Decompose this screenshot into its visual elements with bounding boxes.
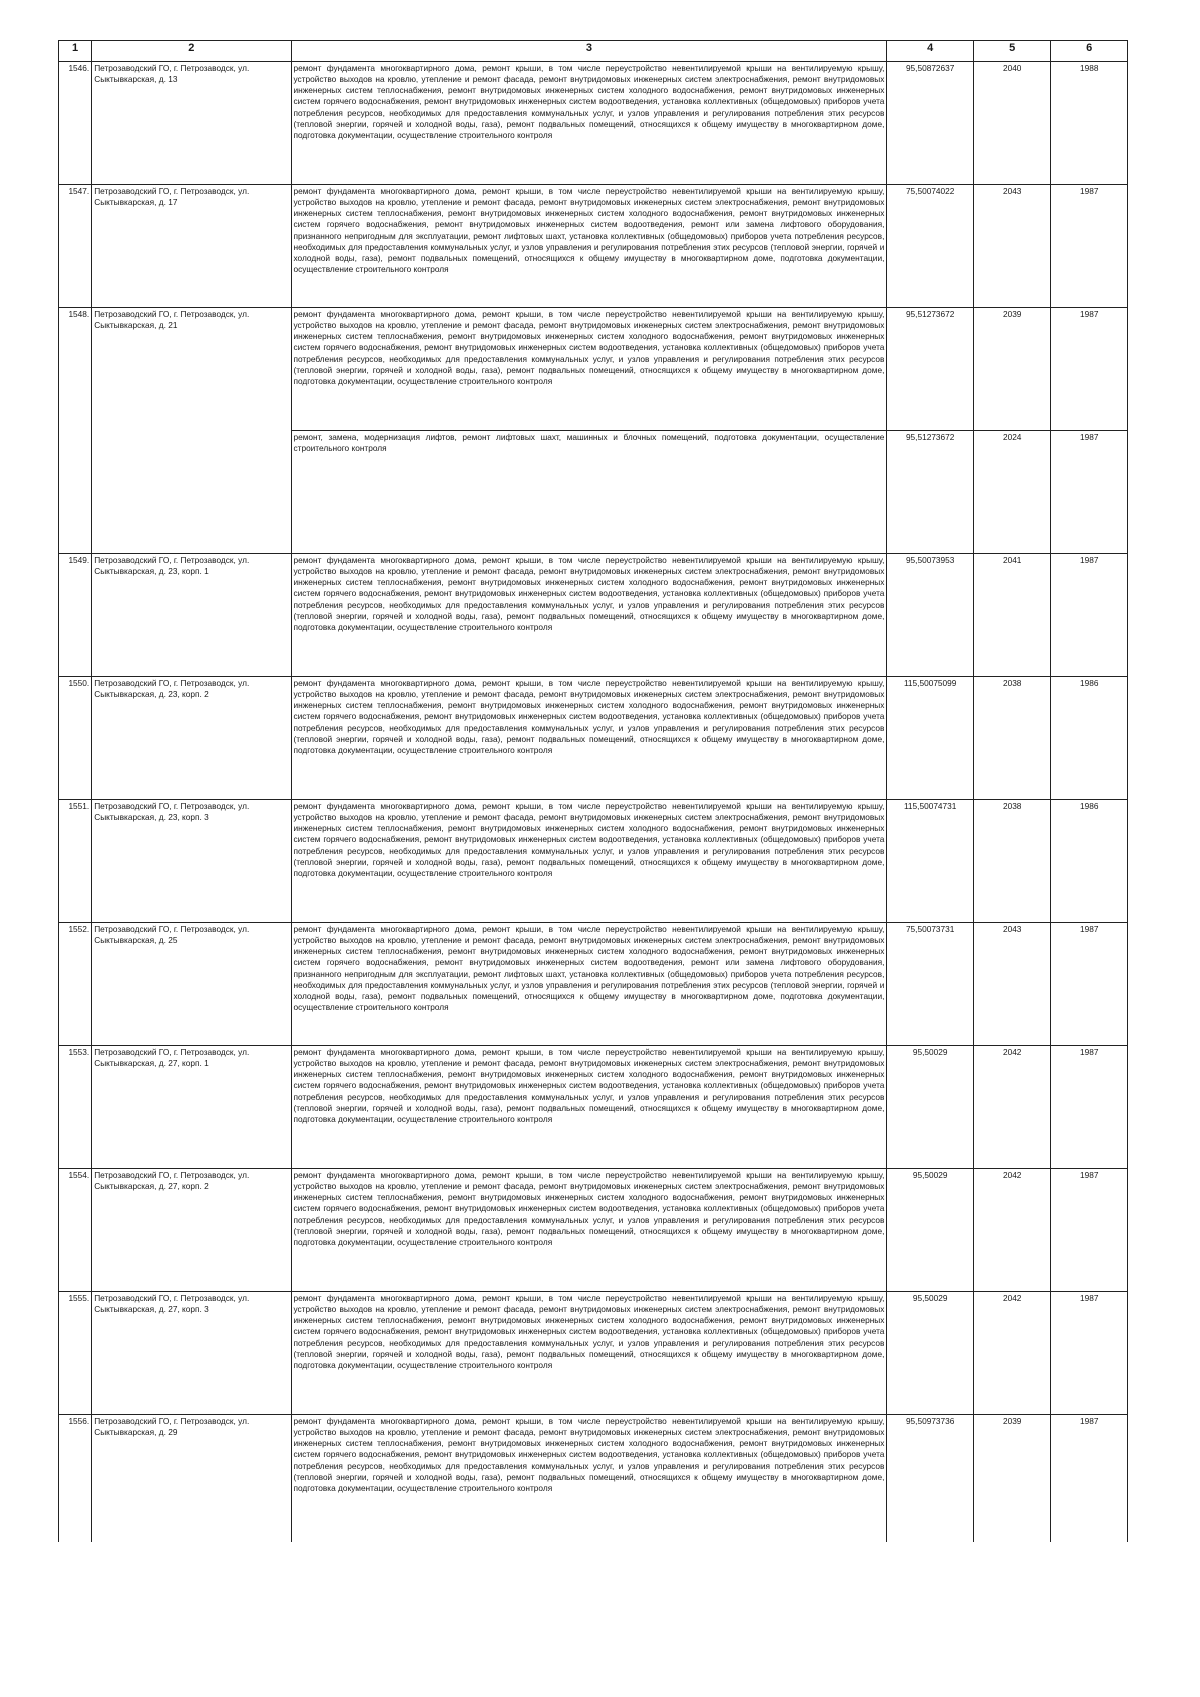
table-row (59, 62, 1128, 185)
built-year-cell: 1987 (1051, 1415, 1128, 1542)
table-row (59, 308, 1128, 431)
address-cell: Петрозаводский ГО, г. Петрозаводск, ул. Сыктывкарская, д. 27, корп. 1 (92, 1046, 291, 1169)
works-cell: ремонт фундамента многоквартирного дома, ремонт крыши, в том числе переустройство невентилируемой крыши на вентилируемую крышу, устройство выходов на кровлю, утепление и ремонт фасада, ремонт внутридомовых инженерных систем электроснабжения, ремонт внутридомовых инженерных систем теплоснабжения, ремонт внутридомовых инженерных систем холодного водоснабжения, ремонт внутридомовых инженерных систем горячего водоснабжения, ремонт внутридомовых инженерных систем водоотведения, установка коллективных (общедомовых) приборов учета потребления ресурсов, необходимых для предоставления коммунальных услуг, и узлов управления и регулирования потребления этих ресурсов (тепловой энергии, горячей и холодной воды, газа), ремонт подвальных помещений, относящихся к общему имуществу в многоквартирном доме, подготовка документации, осуществление строительного контроля (291, 1169, 887, 1292)
works-cell: ремонт, замена, модернизация лифтов, ремонт лифтовых шахт, машинных и блочных помещений, подготовка документации, осуществление строительного контроля (291, 431, 887, 554)
address-cell: Петрозаводский ГО, г. Петрозаводск, ул. Сыктывкарская, д. 25 (92, 923, 291, 1046)
col-header-6: 6 (1051, 41, 1128, 62)
value-cell: 95,50029 (887, 1046, 974, 1169)
value-cell: 95,50872637 (887, 62, 974, 185)
built-year-cell: 1987 (1051, 1292, 1128, 1415)
planned-year-cell: 2039 (973, 308, 1051, 431)
works-cell: ремонт фундамента многоквартирного дома, ремонт крыши, в том числе переустройство невентилируемой крыши на вентилируемую крышу, устройство выходов на кровлю, утепление и ремонт фасада, ремонт внутридомовых инженерных систем электроснабжения, ремонт внутридомовых инженерных систем теплоснабжения, ремонт внутридомовых инженерных систем холодного водоснабжения, ремонт внутридомовых инженерных систем горячего водоснабжения, ремонт внутридомовых инженерных систем водоотведения, ремонт или замена лифтового оборудования, признанного непригодным для эксплуатации, ремонт лифтовых шахт, установка коллективных (общедомовых) приборов учета потребления ресурсов, необходимых для предоставления коммунальных услуг, и узлов управления и регулирования потребления этих ресурсов (тепловой энергии, горячей и холодной воды, газа), ремонт подвальных помещений, относящихся к общему имуществу в многоквартирном доме, подготовка документации, осуществление строительного контроля (291, 923, 887, 1046)
built-year-cell: 1987 (1051, 1169, 1128, 1292)
address-cell: Петрозаводский ГО, г. Петрозаводск, ул. Сыктывкарская, д. 21 (92, 308, 291, 554)
address-cell: Петрозаводский ГО, г. Петрозаводск, ул. Сыктывкарская, д. 29 (92, 1415, 291, 1542)
planned-year-cell: 2038 (973, 800, 1051, 923)
built-year-cell: 1988 (1051, 62, 1128, 185)
built-year-cell: 1987 (1051, 1046, 1128, 1169)
row-number: 1549. (59, 554, 92, 677)
works-cell: ремонт фундамента многоквартирного дома, ремонт крыши, в том числе переустройство невентилируемой крыши на вентилируемую крышу, устройство выходов на кровлю, утепление и ремонт фасада, ремонт внутридомовых инженерных систем электроснабжения, ремонт внутридомовых инженерных систем теплоснабжения, ремонт внутридомовых инженерных систем холодного водоснабжения, ремонт внутридомовых инженерных систем горячего водоснабжения, ремонт внутридомовых инженерных систем водоотведения, ремонт или замена лифтового оборудования, признанного непригодным для эксплуатации, ремонт лифтовых шахт, установка коллективных (общедомовых) приборов учета потребления ресурсов, необходимых для предоставления коммунальных услуг, и узлов управления и регулирования потребления этих ресурсов (тепловой энергии, горячей и холодной воды, газа), ремонт подвальных помещений, относящихся к общему имуществу в многоквартирном доме, подготовка документации, осуществление строительного контроля (291, 185, 887, 308)
value-cell: 95,50073953 (887, 554, 974, 677)
value-cell: 115,50075099 (887, 677, 974, 800)
table-row (59, 554, 1128, 677)
value-cell: 95,51273672 (887, 308, 974, 431)
row-number: 1547. (59, 185, 92, 308)
row-number: 1554. (59, 1169, 92, 1292)
value-cell: 75,50074022 (887, 185, 974, 308)
planned-year-cell: 2040 (973, 62, 1051, 185)
value-cell: 95,50029 (887, 1292, 974, 1415)
row-number: 1553. (59, 1046, 92, 1169)
table-row (59, 1169, 1128, 1292)
built-year-cell: 1986 (1051, 677, 1128, 800)
value-cell: 95,51273672 (887, 431, 974, 554)
works-cell: ремонт фундамента многоквартирного дома, ремонт крыши, в том числе переустройство невентилируемой крыши на вентилируемую крышу, устройство выходов на кровлю, утепление и ремонт фасада, ремонт внутридомовых инженерных систем электроснабжения, ремонт внутридомовых инженерных систем теплоснабжения, ремонт внутридомовых инженерных систем холодного водоснабжения, ремонт внутридомовых инженерных систем горячего водоснабжения, ремонт внутридомовых инженерных систем водоотведения, установка коллективных (общедомовых) приборов учета потребления ресурсов, необходимых для предоставления коммунальных услуг, и узлов управления и регулирования потребления этих ресурсов (тепловой энергии, горячей и холодной воды, газа), ремонт подвальных помещений, относящихся к общему имуществу в многоквартирном доме, подготовка документации, осуществление строительного контроля (291, 677, 887, 800)
works-cell: ремонт фундамента многоквартирного дома, ремонт крыши, в том числе переустройство невентилируемой крыши на вентилируемую крышу, устройство выходов на кровлю, утепление и ремонт фасада, ремонт внутридомовых инженерных систем электроснабжения, ремонт внутридомовых инженерных систем теплоснабжения, ремонт внутридомовых инженерных систем холодного водоснабжения, ремонт внутридомовых инженерных систем горячего водоснабжения, ремонт внутридомовых инженерных систем водоотведения, установка коллективных (общедомовых) приборов учета потребления ресурсов, необходимых для предоставления коммунальных услуг, и узлов управления и регулирования потребления этих ресурсов (тепловой энергии, горячей и холодной воды, газа), ремонт подвальных помещений, относящихся к общему имуществу в многоквартирном доме, подготовка документации, осуществление строительного контроля (291, 800, 887, 923)
works-cell: ремонт фундамента многоквартирного дома, ремонт крыши, в том числе переустройство невентилируемой крыши на вентилируемую крышу, устройство выходов на кровлю, утепление и ремонт фасада, ремонт внутридомовых инженерных систем электроснабжения, ремонт внутридомовых инженерных систем теплоснабжения, ремонт внутридомовых инженерных систем холодного водоснабжения, ремонт внутридомовых инженерных систем горячего водоснабжения, ремонт внутридомовых инженерных систем водоотведения, установка коллективных (общедомовых) приборов учета потребления ресурсов, необходимых для предоставления коммунальных услуг, и узлов управления и регулирования потребления этих ресурсов (тепловой энергии, горячей и холодной воды, газа), ремонт подвальных помещений, относящихся к общему имуществу в многоквартирном доме, подготовка документации, осуществление строительного контроля (291, 1046, 887, 1169)
built-year-cell: 1986 (1051, 800, 1128, 923)
table-row (59, 800, 1128, 923)
address-cell: Петрозаводский ГО, г. Петрозаводск, ул. Сыктывкарская, д. 23, корп. 2 (92, 677, 291, 800)
works-cell: ремонт фундамента многоквартирного дома, ремонт крыши, в том числе переустройство невентилируемой крыши на вентилируемую крышу, устройство выходов на кровлю, утепление и ремонт фасада, ремонт внутридомовых инженерных систем электроснабжения, ремонт внутридомовых инженерных систем теплоснабжения, ремонт внутридомовых инженерных систем холодного водоснабжения, ремонт внутридомовых инженерных систем горячего водоснабжения, ремонт внутридомовых инженерных систем водоотведения, установка коллективных (общедомовых) приборов учета потребления ресурсов, необходимых для предоставления коммунальных услуг, и узлов управления и регулирования потребления этих ресурсов (тепловой энергии, горячей и холодной воды, газа), ремонт подвальных помещений, относящихся к общему имуществу в многоквартирном доме, подготовка документации, осуществление строительного контроля (291, 554, 887, 677)
row-number: 1552. (59, 923, 92, 1046)
row-number: 1548. (59, 308, 92, 554)
value-cell: 115,50074731 (887, 800, 974, 923)
value-cell: 75,50073731 (887, 923, 974, 1046)
built-year-cell: 1987 (1051, 923, 1128, 1046)
planned-year-cell: 2039 (973, 1415, 1051, 1542)
col-header-3: 3 (291, 41, 887, 62)
col-header-5: 5 (973, 41, 1051, 62)
table-row (59, 923, 1128, 1046)
built-year-cell: 1987 (1051, 554, 1128, 677)
table-row (59, 1046, 1128, 1169)
works-cell: ремонт фундамента многоквартирного дома, ремонт крыши, в том числе переустройство невентилируемой крыши на вентилируемую крышу, устройство выходов на кровлю, утепление и ремонт фасада, ремонт внутридомовых инженерных систем электроснабжения, ремонт внутридомовых инженерных систем теплоснабжения, ремонт внутридомовых инженерных систем холодного водоснабжения, ремонт внутридомовых инженерных систем горячего водоснабжения, ремонт внутридомовых инженерных систем водоотведения, установка коллективных (общедомовых) приборов учета потребления ресурсов, необходимых для предоставления коммунальных услуг, и узлов управления и регулирования потребления этих ресурсов (тепловой энергии, горячей и холодной воды, газа), ремонт подвальных помещений, относящихся к общему имуществу в многоквартирном доме, подготовка документации, осуществление строительного контроля (291, 1292, 887, 1415)
works-cell: ремонт фундамента многоквартирного дома, ремонт крыши, в том числе переустройство невентилируемой крыши на вентилируемую крышу, устройство выходов на кровлю, утепление и ремонт фасада, ремонт внутридомовых инженерных систем электроснабжения, ремонт внутридомовых инженерных систем теплоснабжения, ремонт внутридомовых инженерных систем холодного водоснабжения, ремонт внутридомовых инженерных систем горячего водоснабжения, ремонт внутридомовых инженерных систем водоотведения, установка коллективных (общедомовых) приборов учета потребления ресурсов, необходимых для предоставления коммунальных услуг, и узлов управления и регулирования потребления этих ресурсов (тепловой энергии, горячей и холодной воды, газа), ремонт подвальных помещений, относящихся к общему имуществу в многоквартирном доме, подготовка документации, осуществление строительного контроля (291, 62, 887, 185)
built-year-cell: 1987 (1051, 308, 1128, 431)
planned-year-cell: 2042 (973, 1169, 1051, 1292)
table-row (59, 1415, 1128, 1542)
table-row (59, 1292, 1128, 1415)
col-header-4: 4 (887, 41, 974, 62)
planned-year-cell: 2043 (973, 185, 1051, 308)
value-cell: 95,50973736 (887, 1415, 974, 1542)
row-number: 1556. (59, 1415, 92, 1542)
row-number: 1550. (59, 677, 92, 800)
row-number: 1555. (59, 1292, 92, 1415)
built-year-cell: 1987 (1051, 185, 1128, 308)
planned-year-cell: 2041 (973, 554, 1051, 677)
address-cell: Петрозаводский ГО, г. Петрозаводск, ул. Сыктывкарская, д. 23, корп. 1 (92, 554, 291, 677)
col-header-2: 2 (92, 41, 291, 62)
row-number: 1551. (59, 800, 92, 923)
address-cell: Петрозаводский ГО, г. Петрозаводск, ул. Сыктывкарская, д. 17 (92, 185, 291, 308)
table-row (59, 185, 1128, 308)
works-cell: ремонт фундамента многоквартирного дома, ремонт крыши, в том числе переустройство невентилируемой крыши на вентилируемую крышу, устройство выходов на кровлю, утепление и ремонт фасада, ремонт внутридомовых инженерных систем электроснабжения, ремонт внутридомовых инженерных систем теплоснабжения, ремонт внутридомовых инженерных систем холодного водоснабжения, ремонт внутридомовых инженерных систем горячего водоснабжения, ремонт внутридомовых инженерных систем водоотведения, установка коллективных (общедомовых) приборов учета потребления ресурсов, необходимых для предоставления коммунальных услуг, и узлов управления и регулирования потребления этих ресурсов (тепловой энергии, горячей и холодной воды, газа), ремонт подвальных помещений, относящихся к общему имуществу в многоквартирном доме, подготовка документации, осуществление строительного контроля (291, 1415, 887, 1542)
works-cell: ремонт фундамента многоквартирного дома, ремонт крыши, в том числе переустройство невентилируемой крыши на вентилируемую крышу, устройство выходов на кровлю, утепление и ремонт фасада, ремонт внутридомовых инженерных систем электроснабжения, ремонт внутридомовых инженерных систем теплоснабжения, ремонт внутридомовых инженерных систем холодного водоснабжения, ремонт внутридомовых инженерных систем горячего водоснабжения, ремонт внутридомовых инженерных систем водоотведения, установка коллективных (общедомовых) приборов учета потребления ресурсов, необходимых для предоставления коммунальных услуг, и узлов управления и регулирования потребления этих ресурсов (тепловой энергии, горячей и холодной воды, газа), ремонт подвальных помещений, относящихся к общему имуществу в многоквартирном доме, подготовка документации, осуществление строительного контроля (291, 308, 887, 431)
planned-year-cell: 2042 (973, 1292, 1051, 1415)
planned-year-cell: 2038 (973, 677, 1051, 800)
planned-year-cell: 2042 (973, 1046, 1051, 1169)
table-header-row (59, 41, 1128, 62)
address-cell: Петрозаводский ГО, г. Петрозаводск, ул. Сыктывкарская, д. 23, корп. 3 (92, 800, 291, 923)
address-cell: Петрозаводский ГО, г. Петрозаводск, ул. Сыктывкарская, д. 27, корп. 2 (92, 1169, 291, 1292)
built-year-cell: 1987 (1051, 431, 1128, 554)
address-cell: Петрозаводский ГО, г. Петрозаводск, ул. Сыктывкарская, д. 27, корп. 3 (92, 1292, 291, 1415)
value-cell: 95,50029 (887, 1169, 974, 1292)
table-row (59, 677, 1128, 800)
planned-year-cell: 2024 (973, 431, 1051, 554)
row-number: 1546. (59, 62, 92, 185)
planned-year-cell: 2043 (973, 923, 1051, 1046)
address-cell: Петрозаводский ГО, г. Петрозаводск, ул. Сыктывкарская, д. 13 (92, 62, 291, 185)
col-header-1: 1 (59, 41, 92, 62)
repair-program-table (58, 40, 1128, 1542)
